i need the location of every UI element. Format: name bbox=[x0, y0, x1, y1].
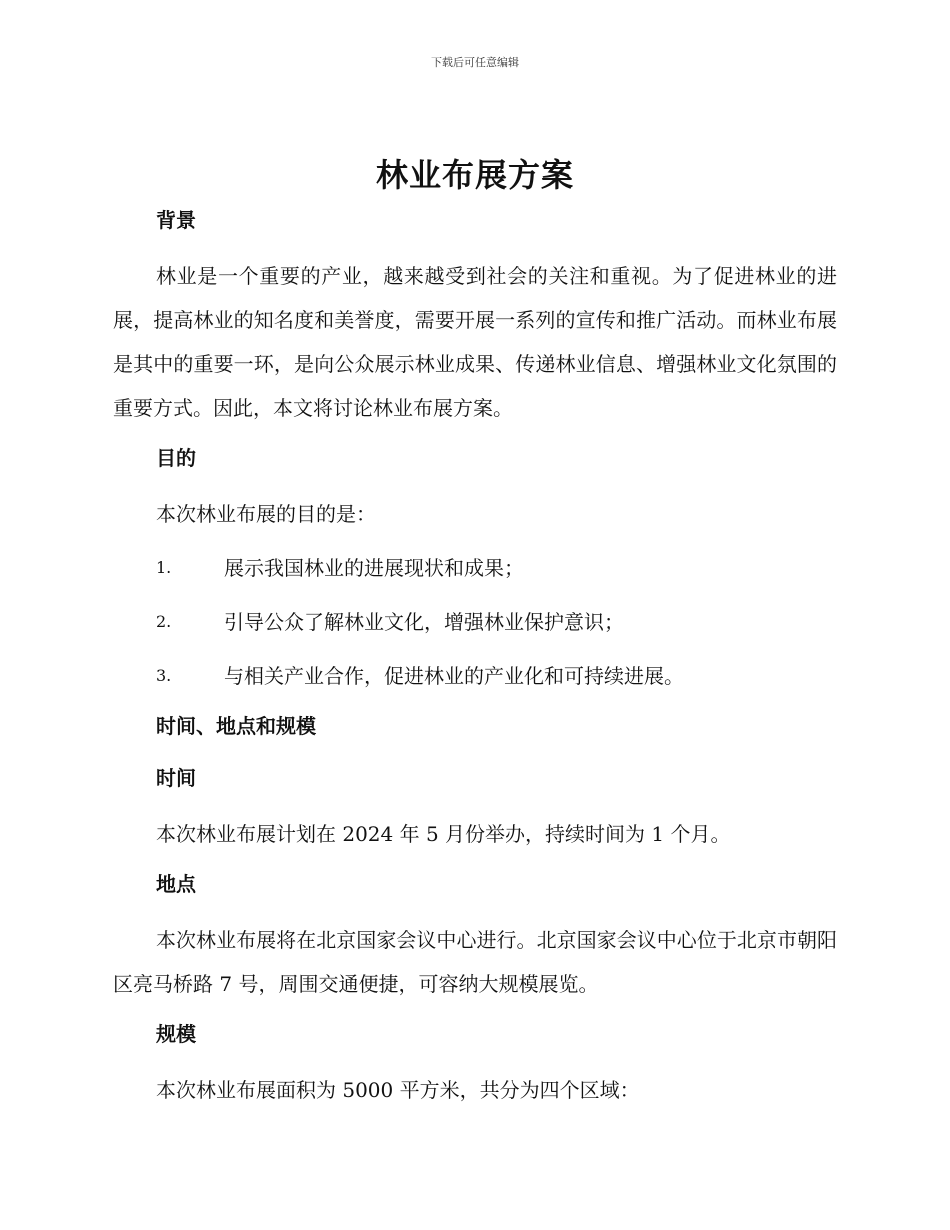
list-number: 3. bbox=[156, 666, 172, 685]
paragraph-scale: 本次林业布展面积为 5000 平方米，共分为四个区域： bbox=[156, 1078, 640, 1102]
list-item bbox=[113, 654, 837, 698]
list-text: 引导公众了解林业文化，增强林业保护意识； bbox=[224, 610, 624, 634]
heading-place: 地点 bbox=[156, 872, 196, 896]
paragraph-purpose-intro: 本次林业布展的目的是： bbox=[156, 502, 376, 526]
header-note: 下载后可任意编辑 bbox=[431, 56, 519, 69]
paragraph-background: 林业是一个重要的产业，越来越受到社会的关注和重视。为了促进林业的进展，提高林业的知名度和美誉度，需要开展一系列的宣传和推广活动。而林业布展是其中的重要一环，是向公众展示林业成果、传递林业信息、增强林业文化氛围的重要方式。因此，本文将讨论林业布展方案。 bbox=[113, 264, 837, 420]
list-number: 1. bbox=[156, 558, 172, 577]
document-body bbox=[113, 202, 837, 1112]
list-text: 展示我国林业的进展现状和成果； bbox=[224, 556, 524, 580]
heading-time: 时间 bbox=[156, 766, 196, 790]
list-text: 与相关产业合作，促进林业的产业化和可持续进展。 bbox=[224, 664, 684, 688]
heading-scale: 规模 bbox=[156, 1022, 196, 1046]
heading-time-place-scale: 时间、地点和规模 bbox=[156, 714, 316, 738]
list-item bbox=[113, 600, 837, 644]
paragraph-place: 本次林业布展将在北京国家会议中心进行。北京国家会议中心位于北京市朝阳区亮马桥路 7 号，周围交通便捷，可容纳大规模展览。 bbox=[113, 928, 837, 996]
document-title: 林业布展方案 bbox=[375, 156, 574, 194]
list-number: 2. bbox=[156, 612, 172, 631]
paragraph-time: 本次林业布展计划在 2024 年 5 月份举办，持续时间为 1 个月。 bbox=[156, 822, 731, 846]
heading-purpose: 目的 bbox=[156, 446, 196, 470]
heading-background: 背景 bbox=[156, 208, 196, 232]
list-item bbox=[113, 546, 837, 590]
